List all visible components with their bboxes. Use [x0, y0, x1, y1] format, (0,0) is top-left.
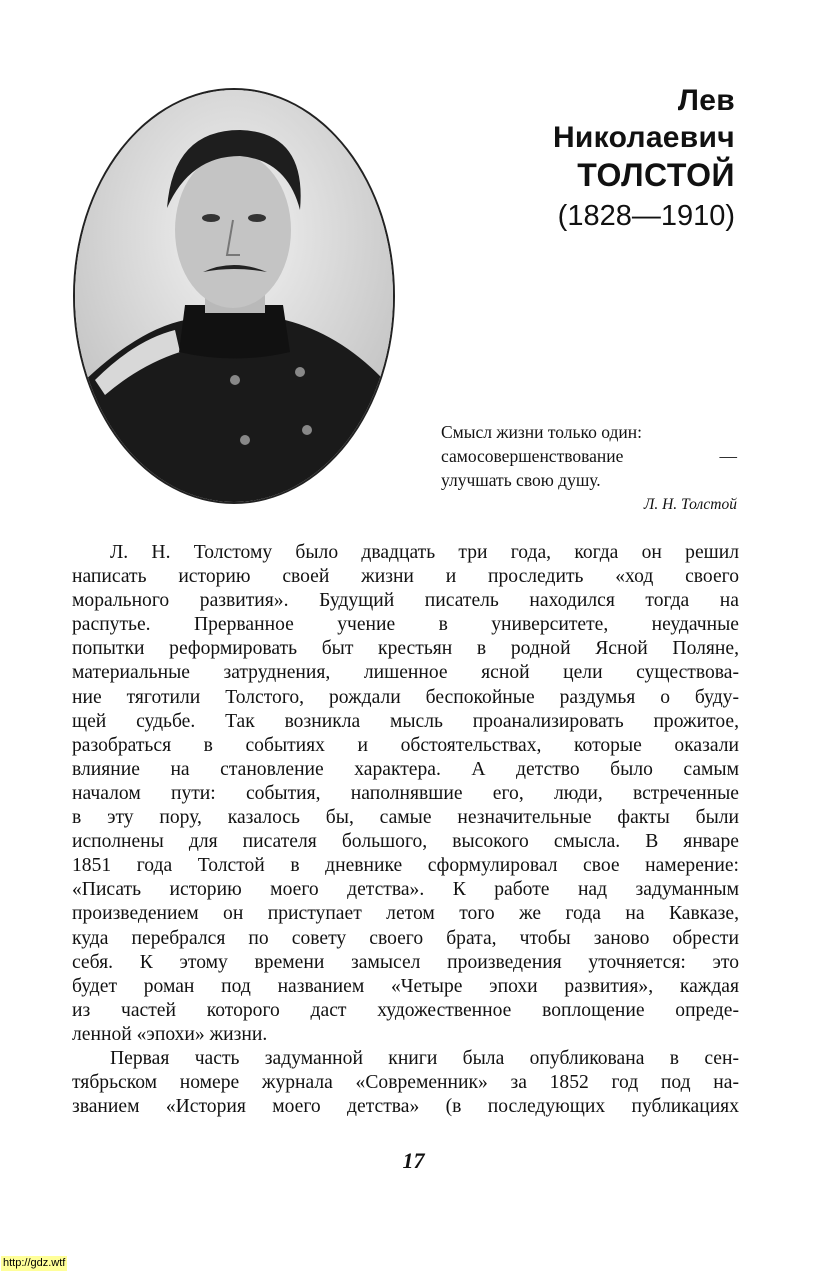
portrait-drawing — [75, 90, 393, 502]
text-line: себя. К этому времени замысел произведения уточняется: это — [72, 951, 739, 973]
text-line: распутье. Прерванное учение в университете, неудачные — [72, 614, 739, 636]
epigraph-author: Л. Н. Толстой — [643, 496, 737, 513]
epigraph-line-3: улучшать свою душу. — [441, 470, 601, 490]
text-line: материальные затруднения, лишенное ясной цели существова- — [72, 662, 739, 684]
epigraph-line-1: Смысл жизни только один: — [441, 422, 642, 442]
text-line: произведением он приступает летом того же года на Кавказе, — [72, 903, 739, 925]
text-line: морального развития». Будущий писатель находился тогда на — [72, 590, 739, 612]
text-line: «Писать историю моего детства». К работе над задуманным — [72, 879, 739, 901]
text-line: в эту пору, казалось бы, самые незначительные факты были — [72, 807, 739, 829]
text-line: Л. Н. Толстому было двадцать три года, когда он решил — [110, 542, 739, 563]
epigraph-line-2-dash: — — [719, 446, 737, 466]
text-line: тябрьском номере журнала «Современник» за 1852 год под на- — [72, 1072, 739, 1094]
body-text — [72, 541, 739, 1119]
portrait-photo — [73, 88, 395, 504]
watermark-link[interactable]: http://gdz.wtf — [3, 1257, 66, 1269]
author-years: (1828—1910) — [557, 200, 735, 232]
page-number: 17 — [402, 1148, 425, 1173]
epigraph — [441, 420, 737, 517]
text-line: ние тяготили Толстого, рождали беспокойные раздумья о буду- — [72, 686, 739, 708]
text-line: 1851 года Толстой в дневнике сформулировал свое намерение: — [72, 855, 739, 877]
text-line: началом пути: события, наполнявшие его, люди, встреченные — [72, 782, 739, 804]
text-line: разобраться в событиях и обстоятельствах, которые оказали — [72, 734, 739, 756]
text-line: куда перебрался по совету своего брата, чтобы заново обрести — [72, 927, 739, 949]
author-first-name: Лев — [677, 84, 735, 117]
paragraph-2 — [72, 1047, 739, 1119]
author-patronymic: Николаевич — [552, 121, 735, 154]
text-line: влияние на становление характера. А детство было самым — [72, 758, 739, 780]
paragraph-1 — [72, 541, 739, 1047]
text-line: написать историю своей жизни и проследить «ход своего — [72, 566, 739, 588]
epigraph-line-2-word: самосовершенствование — [441, 446, 624, 466]
text-line: званием «История моего детства» (в последующих публикациях — [72, 1096, 739, 1118]
text-line: будет роман под названием «Четыре эпохи развития», каждая — [72, 975, 739, 997]
text-line: из частей которого даст художественное воплощение опреде- — [72, 999, 739, 1021]
epigraph-line-2 — [441, 444, 737, 468]
author-surname: ТОЛСТОЙ — [577, 157, 735, 193]
text-line: Первая часть задуманной книги была опубликована в сен- — [110, 1047, 739, 1069]
text-line: щей судьбе. Так возникла мысль проанализировать прожитое, — [72, 710, 739, 732]
text-line: ленной «эпохи» жизни. — [72, 1023, 268, 1045]
text-line: попытки реформировать быт крестьян в родной Ясной Поляне, — [72, 638, 739, 660]
text-line: исполнены для писателя большого, высокого смысла. В январе — [72, 831, 739, 853]
author-header — [553, 82, 735, 236]
